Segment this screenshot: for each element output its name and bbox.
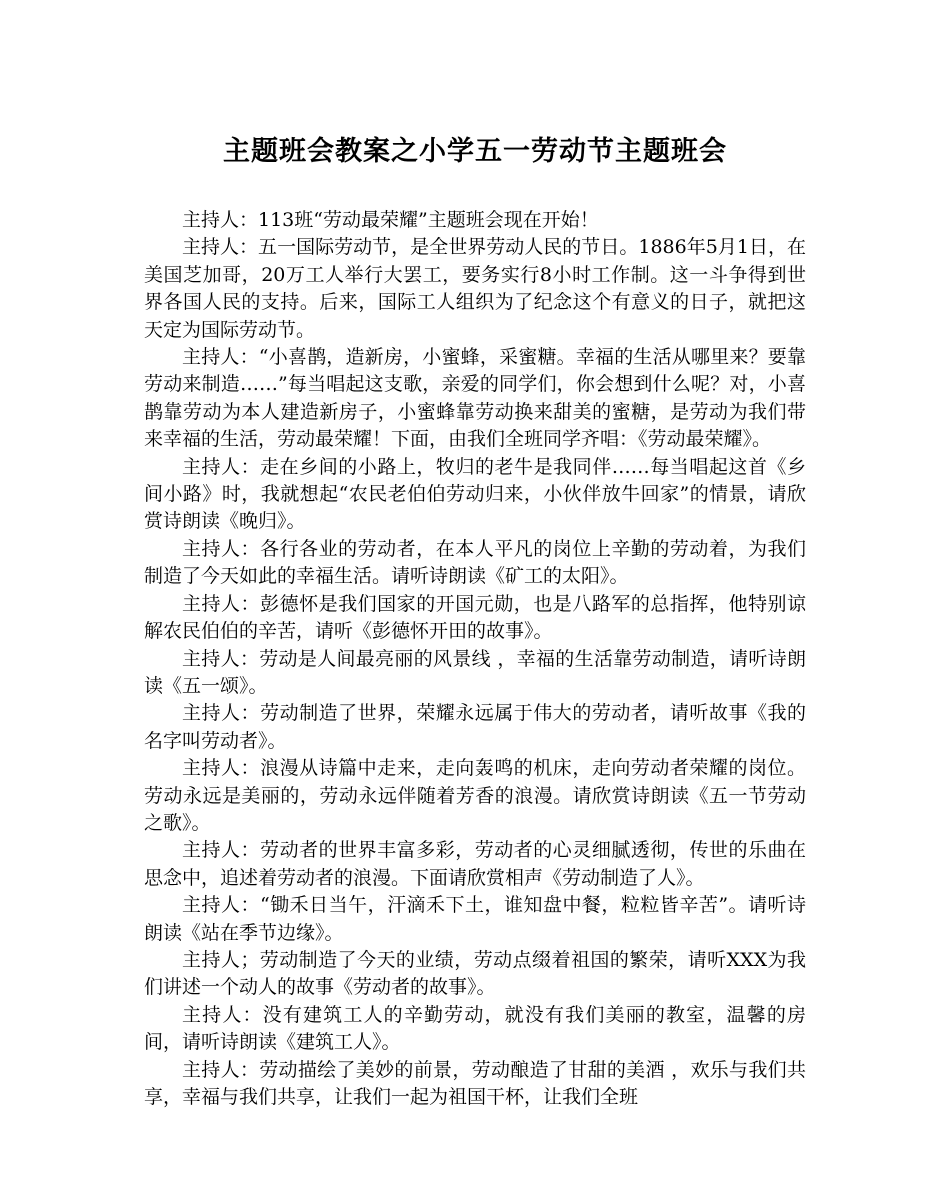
document-body xyxy=(144,207,806,1111)
document-title: 主题班会教案之小学五一劳动节主题班会 xyxy=(223,136,727,167)
paragraph: 主持人：浪漫从诗篇中走来，走向轰鸣的机床，走向劳动者荣耀的岗位。劳动永远是美丽的，劳动永远伴随着芳香的浪漫。请欣赏诗朗读《五一节劳动之歌》。 xyxy=(144,757,806,834)
paragraph: 主持人：劳动是人间最亮丽的风景线 ，幸福的生活靠劳动制造，请听诗朗读《五一颂》。 xyxy=(144,647,806,697)
paragraph: 主持人；劳动制造了今天的业绩，劳动点缀着祖国的繁荣，请听XXX为我们讲述一个动人的故事《劳动者的故事》。 xyxy=(144,948,806,999)
paragraph: 主持人：劳动者的世界丰富多彩，劳动者的心灵细腻透彻，传世的乐曲在思念中，追述着劳动者的浪漫。下面请欣赏相声《劳动制造了人》。 xyxy=(144,839,806,889)
paragraph: 主持人：劳动制造了世界，荣耀永远属于伟大的劳动者，请听故事《我的名字叫劳动者》。 xyxy=(144,702,806,752)
paragraph: 主持人：各行各业的劳动者，在本人平凡的岗位上辛勤的劳动着，为我们制造了今天如此的幸福生活。请听诗朗读《矿工的太阳》。 xyxy=(144,537,806,588)
paragraph: 主持人：没有建筑工人的辛勤劳动，就没有我们美丽的教室，温馨的房间，请听诗朗读《建筑工人》。 xyxy=(144,1003,806,1054)
paragraph: 主持人：劳动描绘了美妙的前景，劳动酿造了甘甜的美酒 ，欢乐与我们共享，幸福与我们共享，让我们一起为祖国干杯，让我们全班 xyxy=(144,1058,806,1108)
paragraph: 主持人：113班“劳动最荣耀”主题班会现在开始！ xyxy=(182,209,599,231)
paragraph: 主持人：“小喜鹊，造新房，小蜜蜂，采蜜糖。幸福的生活从哪里来？要靠劳动来制造……”每当唱起这支歌，亲爱的同学们，你会想到什么呢？对，小喜鹊靠劳动为本人建造新房子，小蜜蜂靠劳动换来甜美的蜜糖，是劳动为我们带来幸福的生活，劳动最荣耀！下面，由我们全班同学齐唱：《劳动最荣耀》。 xyxy=(144,346,806,451)
paragraph: 主持人：走在乡间的小路上，牧归的老牛是我同伴……每当唱起这首《乡间小路》时，我就想起“农民老伯伯劳动归来，小伙伴放牛回家”的情景，请欣赏诗朗读《晚归》。 xyxy=(144,455,806,533)
paragraph: 主持人：“锄禾日当午，汗滴禾下土，谁知盘中餐，粒粒皆辛苦”。请听诗朗读《站在季节边缘》。 xyxy=(144,894,806,944)
paragraph: 主持人：五一国际劳动节，是全世界劳动人民的节日。1886年5月1日，在美国芝加哥，20万工人举行大罢工，要务实行8小时工作制。这一斗争得到世界各国人民的支持。后来，国际工人组织为了纪念这个有意义的日子，就把这天定为国际劳动节。 xyxy=(144,236,806,341)
paragraph: 主持人：彭德怀是我们国家的开国元勋，也是八路军的总指挥，他特别谅解农民伯伯的辛苦，请听《彭德怀开田的故事》。 xyxy=(144,592,806,643)
